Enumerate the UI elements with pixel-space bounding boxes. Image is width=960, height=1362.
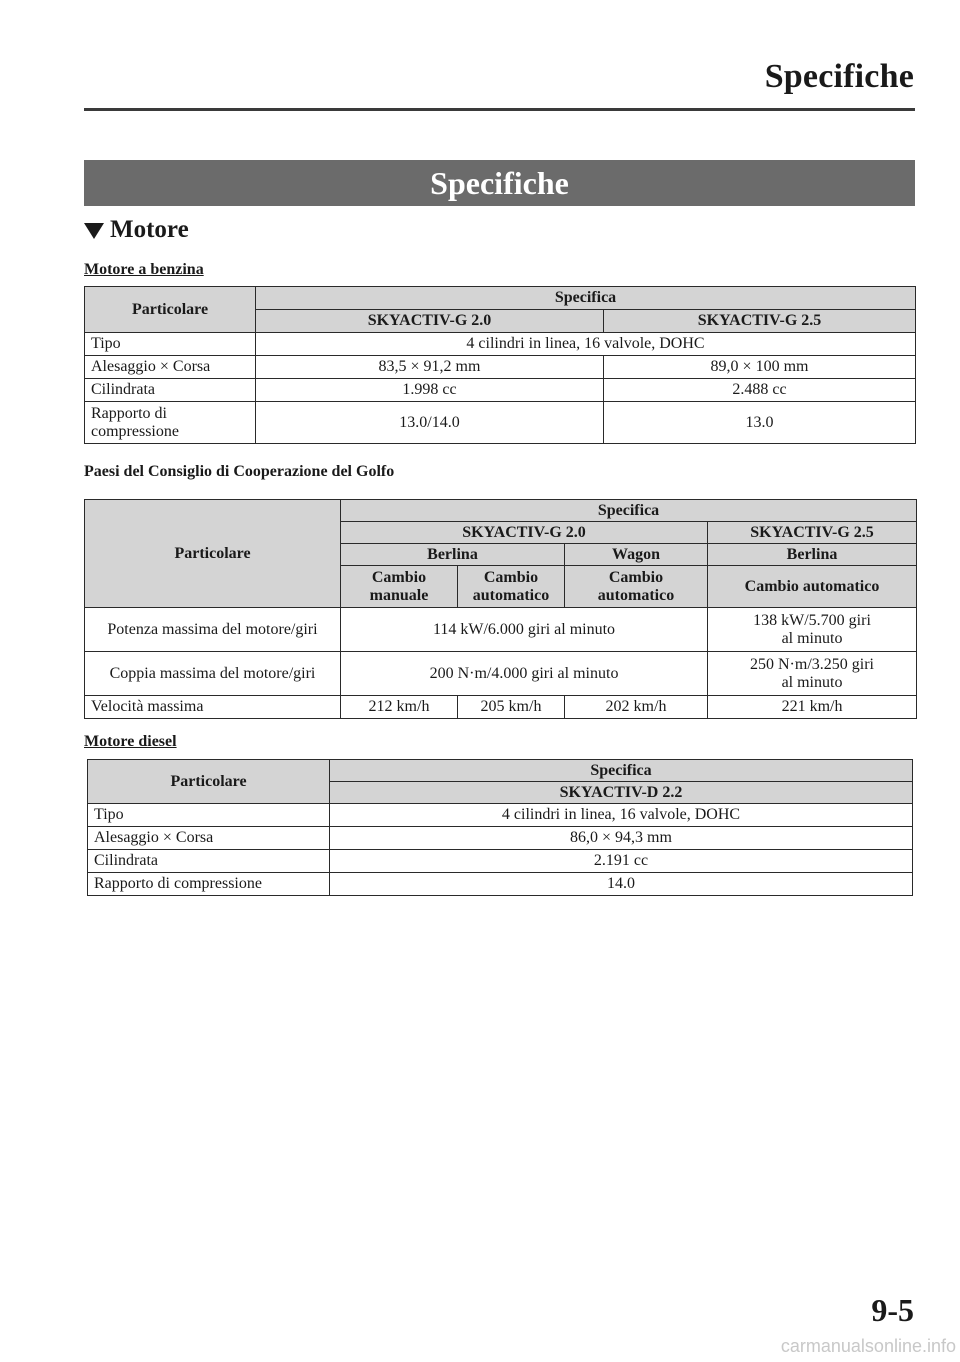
page-number: 9-5 [871,1292,914,1328]
row-value: 1.998 cc [256,379,604,402]
header-item: Particolare [85,500,341,608]
row-label-line: Rapporto di [91,404,167,422]
row-value: 221 km/h [708,696,917,719]
row-label-line: compressione [91,422,179,440]
row-label: Rapporto di compressione [88,873,330,896]
header-g20: SKYACTIV-G 2.0 [256,310,604,333]
row-value: 13.0 [604,402,916,444]
row-label: Velocità massima [85,696,341,719]
header-line: Cambio [608,568,664,586]
row-value-line: 250 N·m/3.250 giri [750,655,874,673]
header-g25: SKYACTIV-G 2.5 [604,310,916,333]
table-row [88,827,913,850]
row-label: Alesaggio × Corsa [88,827,330,850]
row-label: Coppia massima del motore/giri [85,652,341,696]
row-value-line: al minuto [781,629,843,647]
header-g20: SKYACTIV-G 2.0 [341,522,708,544]
row-value: 83,5 × 91,2 mm [256,356,604,379]
row-value-line: 138 kW/5.700 giri [753,611,871,629]
row-value: 13.0/14.0 [256,402,604,444]
page-header-title: Specifiche [764,58,914,95]
header-auto-3: Cambio automatico [708,566,917,608]
row-label: Tipo [85,333,256,356]
header-berlina-g25: Berlina [708,544,917,566]
header-manual [341,566,458,608]
gcc-subtitle: Paesi del Consiglio di Cooperazione del Golfo [84,463,395,480]
row-label: Tipo [88,804,330,827]
row-label: Alesaggio × Corsa [85,356,256,379]
row-label: Potenza massima del motore/giri [85,608,341,652]
header-line: Cambio [483,568,539,586]
header-g25: SKYACTIV-G 2.5 [708,522,917,544]
section-heading [84,216,189,244]
table-row [85,379,916,402]
row-value: 4 cilindri in linea, 16 valvole, DOHC [256,333,916,356]
header-line: Cambio [371,568,427,586]
row-value-line: al minuto [781,673,843,691]
header-spec: Specifica [256,287,916,310]
header-line: automatico [472,586,550,604]
row-label: Cilindrata [85,379,256,402]
table-row [88,804,913,827]
row-value: 86,0 × 94,3 mm [330,827,913,850]
table-row [85,356,916,379]
header-auto-2 [565,566,708,608]
row-value: 200 N·m/4.000 giri al minuto [341,652,708,696]
watermark: carmanualsonline.info [780,1336,956,1356]
row-value: 4 cilindri in linea, 16 valvole, DOHC [330,804,913,827]
table-row [85,402,916,444]
triangle-down-icon [84,223,104,239]
table-row [88,873,913,896]
diesel-engine-table [87,759,913,896]
table-row [85,608,917,652]
table-row [85,333,916,356]
petrol-subtitle: Motore a benzina [84,261,204,278]
header-auto-1 [458,566,565,608]
header-line: automatico [597,586,675,604]
header-berlina: Berlina [341,544,565,566]
header-item: Particolare [85,287,256,333]
row-value [708,608,917,652]
section-heading-text: Motore [110,216,189,243]
row-value: 114 kW/6.000 giri al minuto [341,608,708,652]
table-row [85,696,917,719]
header-item: Particolare [88,760,330,804]
row-value: 2.191 cc [330,850,913,873]
table-row [88,850,913,873]
row-value: 212 km/h [341,696,458,719]
chapter-banner: Specifiche [84,160,915,206]
row-value: 2.488 cc [604,379,916,402]
row-value [708,652,917,696]
row-label: Cilindrata [88,850,330,873]
header-spec: Specifica [330,760,913,782]
header-wagon: Wagon [565,544,708,566]
table-row [85,652,917,696]
row-value: 202 km/h [565,696,708,719]
row-value: 89,0 × 100 mm [604,356,916,379]
row-label [85,402,256,444]
diesel-subtitle: Motore diesel [84,733,177,750]
petrol-engine-table [84,286,916,444]
header-line: manuale [369,586,429,604]
row-value: 14.0 [330,873,913,896]
header-divider [84,108,915,111]
gcc-engine-table [84,499,917,719]
row-value: 205 km/h [458,696,565,719]
header-spec: Specifica [341,500,917,522]
header-d22: SKYACTIV-D 2.2 [330,782,913,804]
